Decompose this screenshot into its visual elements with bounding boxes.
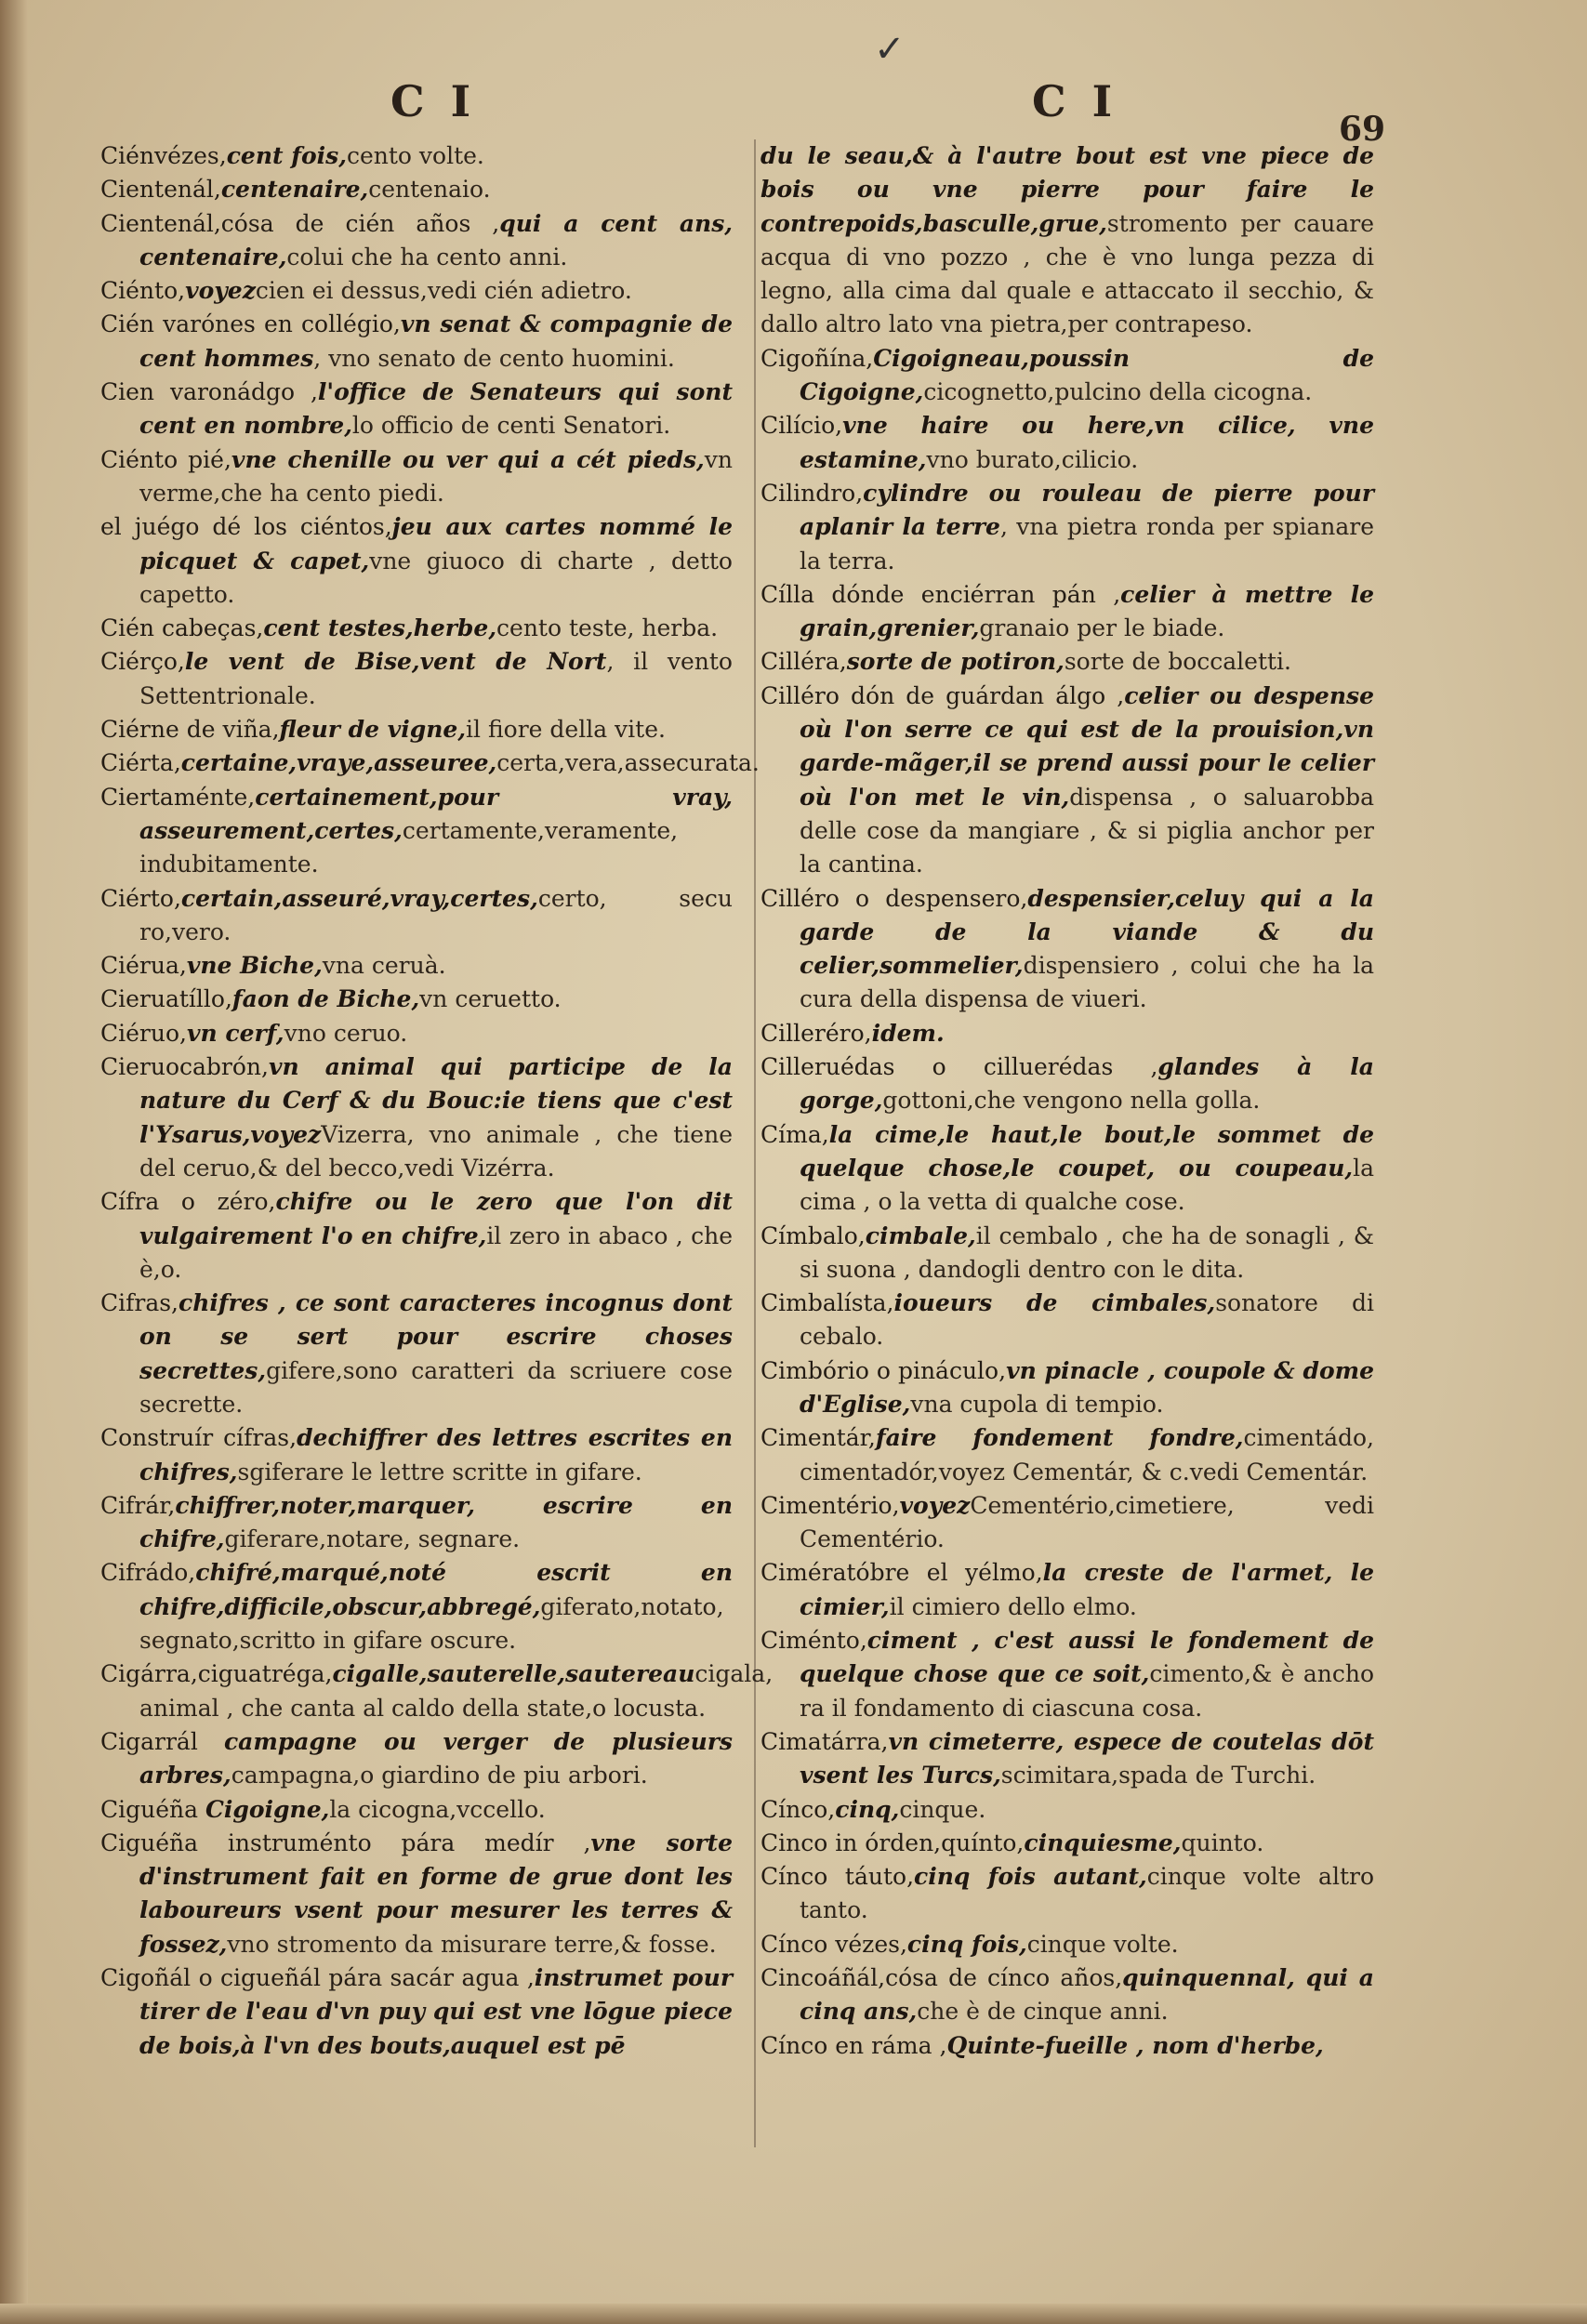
italian-gloss: vne giuoco di charte , detto capetto. [139, 547, 733, 608]
italian-gloss: Cementério,cimetiere, vedi Cementério. [800, 1491, 1374, 1553]
dictionary-entry [100, 781, 733, 882]
dictionary-entry [760, 578, 1374, 646]
italian-gloss: Vizerra, vno animale , che tiene del ceruo,& del becco,vedi Vizérra. [139, 1120, 733, 1182]
dictionary-entry [760, 1928, 1374, 1961]
column-divider [754, 139, 756, 2147]
french-gloss: celier ou despense où l'on serre ce qui est de la prouision,vn garde-mãger,il se prend aussi pour le celier où l'on met le vin, [800, 681, 1374, 811]
spanish-headword: Cimératóbre el yélmo, [760, 1559, 1043, 1587]
italian-gloss: dispensiero , colui che ha la cura della dispensa de viueri. [800, 952, 1374, 1013]
french-gloss: idem. [871, 1019, 945, 1047]
french-gloss: quinquennal, qui a cinq ans, [800, 1964, 1374, 2026]
spanish-headword: Cieruocabrón, [100, 1053, 269, 1081]
italian-gloss: giferato,notato, segnato,scritto in gifare oscure. [139, 1592, 724, 1655]
spanish-headword: Ciénvézes, [100, 142, 227, 169]
dictionary-entry [760, 1827, 1374, 1860]
french-gloss: qui a cent ans, centenaire, [139, 209, 733, 271]
french-gloss: ioueurs de cimbales, [893, 1289, 1216, 1317]
french-gloss: vne haire ou here,vn cilice, vne estamine, [800, 412, 1374, 473]
french-gloss: vn senat & compagnie de cent hommes [139, 310, 733, 372]
french-gloss: dechiffrer des lettres escrites en chifres, [139, 1424, 733, 1486]
spanish-headword: Cínco vézes, [760, 1930, 907, 1958]
dictionary-entry [100, 1489, 733, 1557]
spanish-headword: Cimbalísta, [760, 1289, 894, 1317]
right-running-head: C I [1032, 76, 1118, 126]
spanish-headword: Ciérta, [100, 749, 181, 777]
spanish-headword: Cínco en ráma , [760, 2031, 947, 2059]
spanish-headword: Cínco, [760, 1795, 836, 1823]
italian-gloss: campagna,o giardino de piu arbori. [231, 1762, 648, 1789]
italian-gloss: vn ceruetto. [419, 985, 562, 1013]
italian-gloss: il cembalo , che ha de sonagli , & si suona , dandogli dentro con le dita. [800, 1221, 1374, 1283]
dictionary-entry [760, 1556, 1374, 1624]
dictionary-entry [100, 510, 733, 612]
dictionary-entry [100, 1421, 733, 1489]
french-gloss: instrumet pour tirer de l'eau d'vn puy qui est vne lōgue piece de bois,à l'vn des bouts,auquel est pē [139, 1964, 733, 2059]
dictionary-entry [760, 1624, 1374, 1725]
dictionary-entry [100, 1556, 733, 1657]
dictionary-entry [760, 1050, 1374, 1118]
italian-gloss: cimentádo, cimentadór,voyez Cementár, & c.vedi Cementár. [800, 1424, 1374, 1486]
dictionary-entry [100, 1657, 774, 1725]
french-gloss: Quinte-fueille , nom d'herbe, [946, 2031, 1324, 2059]
dictionary-entry [100, 139, 733, 173]
dictionary-entry [760, 2029, 1374, 2063]
spanish-headword: Ciénto, [100, 277, 186, 305]
french-gloss: sorte de potiron, [846, 648, 1065, 676]
italian-gloss: vn verme,che ha cento piedi. [139, 445, 733, 507]
french-gloss: vn animal qui participe de la nature du Cerf & du Bouc:ie tiens que c'est l'Ysarus,voyez [139, 1053, 733, 1148]
italian-gloss: cinque volte altro tanto. [800, 1863, 1374, 1924]
spanish-headword: Cilleréro, [760, 1019, 872, 1047]
italian-gloss: cinque volte. [1026, 1930, 1179, 1958]
dictionary-entry [100, 1827, 733, 1961]
dictionary-entry [760, 1961, 1374, 2029]
spanish-headword: Cién varónes en collégio, [100, 310, 401, 338]
spanish-headword: Ciérua, [100, 952, 187, 980]
french-gloss: vn cerf, [186, 1019, 284, 1047]
spanish-headword: Cientenál,cósa de cién años , [100, 209, 500, 237]
right-column [760, 139, 1374, 2063]
italian-gloss: cento volte. [346, 142, 484, 169]
italian-gloss: vno stromento da misurare terre,& fosse. [227, 1930, 717, 1958]
french-gloss: voyez [899, 1491, 971, 1519]
french-gloss: faon de Biche, [231, 985, 420, 1013]
spanish-headword: Ciérne de viña, [100, 716, 280, 744]
spanish-headword: Cilindro, [760, 479, 864, 507]
italian-gloss: scimitara,spada de Turchi. [1000, 1762, 1316, 1789]
italian-gloss: cien ei dessus,vedi cién adietro. [255, 277, 632, 305]
french-gloss: la creste de l'armet, le cimier, [800, 1559, 1374, 1620]
dictionary-entry [100, 645, 733, 713]
spanish-headword: Ciguéña instruménto pára medír , [100, 1829, 591, 1856]
italian-gloss: cimento,& è ancho ra il fondamento di ciascuna cosa. [800, 1660, 1374, 1722]
italian-gloss: sorte de boccaletti. [1064, 648, 1291, 676]
italian-gloss: , il vento Settentrionale. [139, 648, 733, 709]
italian-gloss: vno ceruo. [284, 1019, 408, 1047]
italian-gloss: certamente,veramente, indubitamente. [139, 816, 679, 878]
italian-gloss: vno burato,cilicio. [926, 445, 1139, 473]
italian-gloss: il cimiero dello elmo. [889, 1592, 1137, 1620]
french-gloss: vn pinacle , coupole & dome d'Eglise, [800, 1356, 1374, 1418]
dictionary-entry [100, 949, 733, 983]
spanish-headword: Cien varonádgo , [100, 378, 318, 406]
spanish-headword: Cinco in órden,quínto, [760, 1829, 1025, 1856]
dictionary-entry [100, 1185, 733, 1287]
italian-gloss: vna cupola di tempio. [910, 1390, 1164, 1418]
dictionary-entry [760, 1220, 1374, 1287]
italian-gloss: gifere,sono caratteri da scriuere cose secrette. [139, 1356, 733, 1418]
french-gloss: vne sorte d'instrument fait en forme de grue dont les laboureurs vsent pour mesurer les terres & fossez, [139, 1829, 733, 1958]
spanish-headword: Cimbório o pináculo, [760, 1356, 1007, 1384]
dictionary-entry [760, 882, 1374, 1017]
italian-gloss: colui che ha cento anni. [286, 243, 568, 271]
spanish-headword: Cifrádo, [100, 1559, 196, 1587]
french-gloss: glandes à la gorge, [800, 1053, 1374, 1115]
spanish-headword: Cínco táuto, [760, 1863, 915, 1891]
dictionary-entry [100, 1725, 733, 1793]
dictionary-entry [100, 612, 733, 645]
italian-gloss: cinque. [899, 1795, 986, 1823]
dictionary-entry [100, 1961, 733, 2063]
spanish-headword: Cién cabeças, [100, 614, 264, 642]
spanish-headword: Cimentár, [760, 1424, 876, 1452]
dictionary-entry [760, 1354, 1374, 1422]
italian-gloss: certa,vera,assecurata. [496, 749, 760, 777]
spanish-headword: Ciménto, [760, 1627, 867, 1655]
french-gloss: cigalle,sauterelle,sautereau [332, 1660, 695, 1688]
spanish-headword: Ciérço, [100, 648, 185, 676]
french-gloss: chifré,marqué,noté escrit en chifre,difficile,obscur,abbregé, [139, 1559, 733, 1620]
french-gloss: cinq fois autant, [914, 1863, 1147, 1891]
italian-gloss: lo officio de centi Senatori. [351, 412, 671, 440]
italian-gloss: la cicogna,vccello. [329, 1795, 546, 1823]
dictionary-entry [100, 207, 733, 275]
dictionary-entry [760, 1489, 1374, 1557]
dictionary-entry [760, 645, 1374, 679]
italian-gloss: , vna pietra ronda per spianare la terra. [800, 513, 1374, 574]
french-gloss: vne Biche, [186, 952, 323, 980]
french-gloss: cinq fois, [906, 1930, 1027, 1958]
dictionary-entry [100, 173, 733, 206]
dictionary-entry [100, 1287, 733, 1421]
spanish-headword: Cigoñína, [760, 344, 874, 372]
dictionary-entry [760, 1287, 1374, 1354]
italian-gloss: granaio per le biade. [979, 614, 1225, 642]
dictionary-entry [760, 1118, 1374, 1220]
spanish-headword: Címa, [760, 1120, 829, 1148]
french-gloss: cinquiesme, [1024, 1829, 1182, 1856]
dictionary-entry [100, 1793, 733, 1827]
french-gloss: ciment , c'est aussi le fondement de quelque chose que ce soit, [800, 1627, 1374, 1688]
italian-gloss: giferare,notare, segnare. [224, 1525, 521, 1553]
french-gloss: cinq, [835, 1795, 900, 1823]
french-gloss: certain,asseuré,vray,certes, [180, 884, 538, 912]
french-gloss: l'office de Senateurs qui sont cent en nombre, [139, 378, 733, 440]
french-gloss: le vent de Bise,vent de Nort [184, 648, 607, 676]
dictionary-entry [100, 1017, 733, 1050]
italian-gloss: sonatore di cebalo. [800, 1289, 1374, 1351]
corner-check-mark: ✓ [874, 28, 906, 71]
french-gloss: jeu aux cartes nommé le picquet & capet, [139, 513, 733, 574]
dictionary-entry [100, 882, 733, 950]
french-gloss: vn cimeterre, espece de coutelas dōt vsent les Turcs, [800, 1727, 1374, 1789]
spanish-headword: Cieruatíllo, [100, 985, 232, 1013]
french-gloss: certainement,pour vray, asseurement,certes, [139, 783, 733, 844]
italian-gloss: vna ceruà. [322, 952, 446, 980]
spanish-headword: Ciénto pié, [100, 445, 231, 473]
italian-gloss: il zero in abaco , che è,o. [139, 1221, 733, 1283]
spanish-headword: Cílla dónde enciérran pán , [760, 580, 1121, 608]
spanish-headword: Cilléro dón de guárdan álgo , [760, 681, 1125, 709]
italian-gloss: che è de cinque anni. [917, 1998, 1169, 2026]
spanish-headword: Ciertaménte, [100, 783, 256, 811]
dictionary-entry [760, 342, 1374, 410]
french-gloss: cimbale, [865, 1221, 976, 1249]
dictionary-entry [100, 308, 733, 376]
spanish-headword: Cilleruédas o cilluerédas , [760, 1053, 1158, 1081]
dictionary-entry [100, 376, 733, 443]
spanish-headword: Cilléro o despensero, [760, 884, 1028, 912]
italian-gloss: gottoni,che vengono nella golla. [882, 1087, 1261, 1115]
spanish-headword: Cientenál, [100, 176, 221, 204]
french-gloss: chifre ou le zero que l'on dit vulgairement l'o en chifre, [139, 1188, 733, 1249]
dictionary-entry [100, 713, 733, 746]
spanish-headword: Cigoñál o cigueñál pára sacár agua , [100, 1964, 535, 1992]
french-gloss: campagne ou verger de plusieurs arbres, [139, 1727, 733, 1789]
italian-gloss: la cima , o la vetta di qualche cose. [800, 1154, 1374, 1216]
spanish-headword: Ciguéña [100, 1795, 205, 1823]
french-gloss: faire fondement fondre, [875, 1424, 1244, 1452]
left-column [100, 139, 774, 2063]
spanish-headword: Cifras, [100, 1289, 179, 1317]
spanish-headword: Cincoáñál,cósa de cínco años, [760, 1964, 1123, 1992]
italian-gloss: certo, secu ro,vero. [139, 884, 733, 945]
spanish-headword: Címbalo, [760, 1221, 866, 1249]
spanish-headword: Cimentério, [760, 1491, 900, 1519]
french-gloss: despensier,celuy qui a la garde de la viande & du celier,sommelier, [800, 884, 1374, 980]
dictionary-entry [100, 746, 760, 780]
french-gloss: Cigoigne, [205, 1795, 330, 1823]
french-gloss: centenaire, [220, 176, 369, 204]
french-gloss: fleur de vigne, [279, 716, 467, 744]
dictionary-entry [760, 1725, 1374, 1793]
french-gloss: la cime,le haut,le bout,le sommet de quelque chose,le coupet, ou coupeau, [800, 1120, 1374, 1182]
page-number: 69 [1339, 110, 1386, 149]
spanish-headword: Cífra o zéro, [100, 1188, 276, 1216]
french-gloss: du le seau,& à l'autre bout est vne piece de bois ou vne pierre pour faire le contrepoids,basculle,grue, [760, 142, 1374, 237]
dictionary-entry [760, 477, 1374, 578]
dictionary-entry [100, 983, 733, 1016]
french-gloss: cent testes,herbe, [263, 614, 497, 642]
spanish-headword: Ciéruo, [100, 1019, 187, 1047]
french-gloss: cylindre ou rouleau de pierre pour aplanir la terre [800, 479, 1374, 541]
spanish-headword: Cigárra,ciguatréga, [100, 1660, 333, 1688]
french-gloss: Cigoigneau,poussin de Cigoigne, [800, 344, 1374, 406]
dictionary-entry [760, 1017, 1374, 1050]
dictionary-entry [760, 139, 1374, 342]
page-bottom-edge [0, 2304, 1587, 2324]
spanish-headword: Cilléra, [760, 648, 847, 676]
dictionary-entry [100, 274, 733, 308]
dictionary-entry [100, 1050, 733, 1185]
dictionary-entry [760, 1793, 1374, 1827]
italian-gloss: quinto. [1181, 1829, 1264, 1856]
spanish-headword: Cigarrál [100, 1727, 224, 1755]
italian-gloss: dispensa , o saluarobba delle cose da mangiare , & si piglia anchor per la cantina. [800, 783, 1374, 878]
spanish-headword: Ciérto, [100, 884, 181, 912]
french-gloss: vne chenille ou ver qui a cét pieds, [231, 445, 705, 473]
spanish-headword: Cifrár, [100, 1491, 176, 1519]
spanish-headword: Cimatárra, [760, 1727, 889, 1755]
italian-gloss: cento teste, herba. [496, 614, 719, 642]
french-gloss: voyez [185, 277, 256, 305]
dictionary-entry [760, 1421, 1374, 1489]
french-gloss: chifres , ce sont caracteres incognus dont on se sert pour escrire choses secrettes, [139, 1289, 733, 1384]
french-gloss: chiffrer,noter,marquer, escrire en chifre, [139, 1491, 733, 1553]
italian-gloss: centenaio. [368, 176, 491, 204]
dictionary-entry [760, 1860, 1374, 1928]
italian-gloss: stromento per cauare acqua di vno pozzo , che è vno lunga pezza di legno, alla cima dal quale e attaccato il secchio, & dallo altro lato vna pietra,per contrapeso. [760, 209, 1374, 338]
italian-gloss: il fiore della vite. [466, 716, 666, 744]
french-gloss: celier à mettre le grain,grenier, [800, 580, 1375, 642]
french-gloss: certaine,vraye,asseuree, [180, 749, 497, 777]
italian-gloss: cicognetto,pulcino della cicogna. [923, 378, 1313, 406]
spanish-headword: el juégo dé los ciéntos, [100, 513, 392, 541]
page-binding-edge [0, 0, 28, 2324]
italian-gloss: sgiferare le lettre scritte in gifare. [237, 1458, 642, 1486]
italian-gloss: , vno senato de cento huomini. [313, 344, 675, 372]
dictionary-entry [100, 443, 733, 511]
italian-gloss: cigala, animal , che canta al caldo della state,o locusta. [139, 1660, 774, 1722]
dictionary-entry [760, 409, 1374, 477]
spanish-headword: Cilício, [760, 412, 843, 440]
dictionary-entry [760, 680, 1374, 882]
spanish-headword: Construír cífras, [100, 1424, 298, 1452]
french-gloss: cent fois, [226, 142, 347, 169]
left-running-head: C I [390, 76, 477, 126]
